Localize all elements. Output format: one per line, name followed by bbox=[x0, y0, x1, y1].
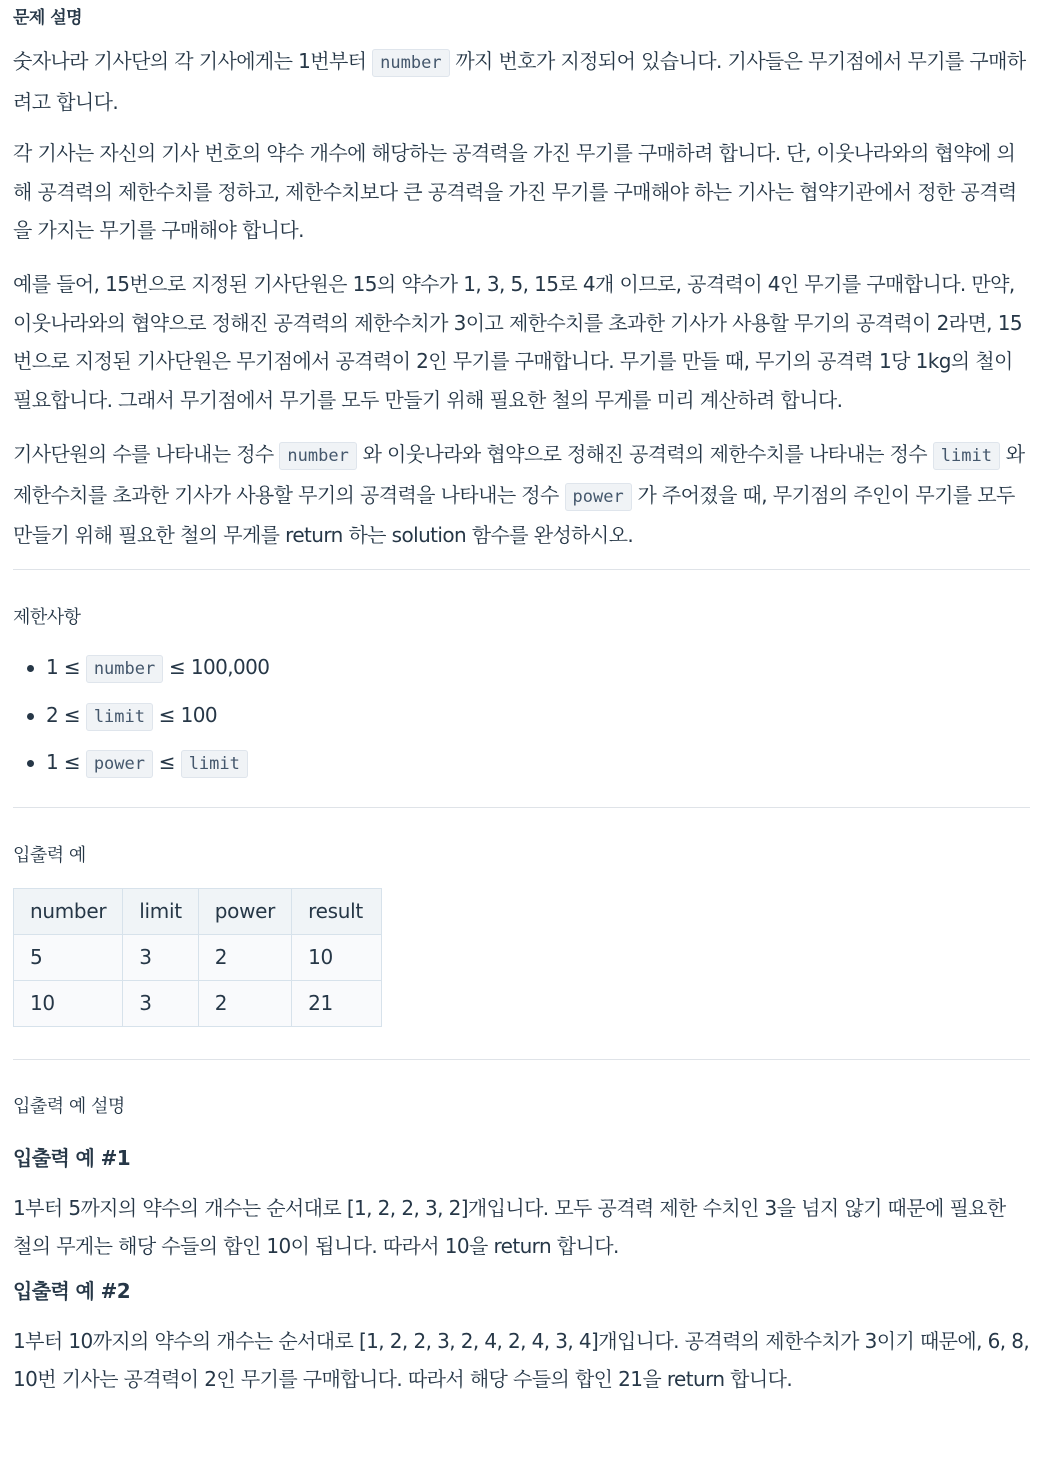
example-1-text: 1부터 5까지의 약수의 개수는 순서대로 [1, 2, 2, 3, 2]개입니다. 모두 공격력 제한 수치인 3을 넘지 않기 때문에 필요한 철의 무게는 해당 수들의 합인 10이 됩니다. 따라서 10을 return 합니다. bbox=[13, 1195, 1006, 1258]
example-1-heading: 입출력 예 #1 bbox=[13, 1145, 131, 1170]
code-limit: limit bbox=[933, 442, 1000, 470]
column-header: number bbox=[14, 888, 123, 934]
table-cell: 2 bbox=[198, 934, 291, 980]
constraints-title: 제한사항 bbox=[13, 607, 81, 628]
explanation-title: 입출력 예 설명 bbox=[13, 1095, 125, 1117]
constraint-text: 2 ≤ bbox=[46, 702, 86, 727]
column-header: limit bbox=[123, 888, 199, 934]
constraint-text: ≤ 100,000 bbox=[163, 655, 270, 679]
constraint-item bbox=[46, 645, 1030, 693]
table-cell: 10 bbox=[292, 934, 382, 980]
code-number: number bbox=[86, 655, 163, 683]
description-text: 까지 번호가 지정되어 있습니다. 기사들은 무기점에서 무기를 구매하려고 합니다. bbox=[13, 49, 1026, 114]
examples-table bbox=[13, 888, 382, 1027]
constraints-section bbox=[13, 570, 1030, 788]
example-2-heading: 입출력 예 #2 bbox=[13, 1278, 131, 1303]
table-row bbox=[14, 934, 382, 980]
description-text: 와 이웃나라와 협약으로 정해진 공격력의 제한수치를 나타내는 정수 bbox=[356, 442, 933, 466]
code-power: power bbox=[565, 483, 632, 511]
description-text: 가 주어졌을 때, 무기점의 주인이 무기를 모두 만들기 위해 필요한 철의 무게를 return 하는 solution 함수를 완성하시오. bbox=[13, 482, 1015, 547]
code-limit: limit bbox=[181, 750, 248, 778]
table-cell: 2 bbox=[198, 980, 291, 1026]
constraint-text: 1 ≤ bbox=[46, 655, 86, 679]
code-number: number bbox=[372, 49, 449, 77]
explanation-section bbox=[13, 1060, 1030, 1399]
problem-description bbox=[13, 42, 1030, 551]
constraint-item bbox=[46, 740, 1030, 788]
table-cell: 21 bbox=[292, 980, 382, 1026]
code-limit: limit bbox=[86, 703, 153, 731]
table-cell: 10 bbox=[14, 980, 123, 1026]
description-paragraph-1 bbox=[13, 42, 1030, 119]
description-text: 숫자나라 기사단의 각 기사에게는 1번부터 bbox=[13, 49, 373, 73]
description-paragraph-4 bbox=[13, 435, 1030, 551]
page-title: 문제 설명 bbox=[13, 8, 83, 28]
column-header: result bbox=[292, 888, 382, 934]
description-text: 기사단원의 수를 나타내는 정수 bbox=[13, 442, 280, 466]
table-row bbox=[14, 980, 382, 1026]
description-text: 와 제한수치를 초과한 기사가 사용할 무기의 공격력을 나타내는 정수 bbox=[13, 442, 1025, 507]
table-cell: 5 bbox=[14, 934, 123, 980]
code-power: power bbox=[86, 750, 153, 778]
constraint-text: ≤ bbox=[153, 750, 181, 774]
description-paragraph-2: 각 기사는 자신의 기사 번호의 약수 개수에 해당하는 공격력을 가진 무기를 구매하려 합니다. 단, 이웃나라와의 협약에 의해 공격력의 제한수치를 정하고, 제한수치보다 큰 공격력을 가진 무기를 구매해야 하는 기사는 협약기관에서 정한 공격력을 가지는 무기를 구매해야 합니다. bbox=[13, 141, 1017, 242]
example-2-text: 1부터 10까지의 약수의 개수는 순서대로 [1, 2, 2, 3, 2, 4, 2, 4, 3, 4]개입니다. 공격력의 제한수치가 3이기 때문에, 6, 8, 10번 기사는 공격력이 2인 무기를 구매합니다. 따라서 해당 수들의 합인 21을 return 합니다. bbox=[13, 1328, 1030, 1391]
column-header: power bbox=[198, 888, 291, 934]
code-number: number bbox=[279, 442, 356, 470]
table-cell: 3 bbox=[123, 980, 199, 1026]
examples-title: 입출력 예 bbox=[13, 844, 86, 866]
description-paragraph-3: 예를 들어, 15번으로 지정된 기사단원은 15의 약수가 1, 3, 5, 15로 4개 이므로, 공격력이 4인 무기를 구매합니다. 만약, 이웃나라와의 협약으로 정해진 공격력의 제한수치가 3이고 제한수치를 초과한 기사가 사용할 무기의 공격력이 2라면, 15번으로 지정된 기사단원은 무기점에서 공격력이 2인 무기를 구매합니다. 무기를 만들 때, 무기의 공격력 1당 1kg의 철이 필요합니다. 그래서 무기점에서 무기를 모두 만들기 위해 필요한 철의 무게를 미리 계산하려 합니다. bbox=[13, 272, 1022, 412]
constraint-text: ≤ 100 bbox=[153, 702, 218, 727]
constraint-item bbox=[46, 693, 1030, 741]
table-cell: 3 bbox=[123, 934, 199, 980]
constraints-list bbox=[13, 645, 1030, 788]
examples-section bbox=[13, 808, 1030, 1027]
table-header-row bbox=[14, 888, 382, 934]
constraint-text: 1 ≤ bbox=[46, 750, 86, 774]
